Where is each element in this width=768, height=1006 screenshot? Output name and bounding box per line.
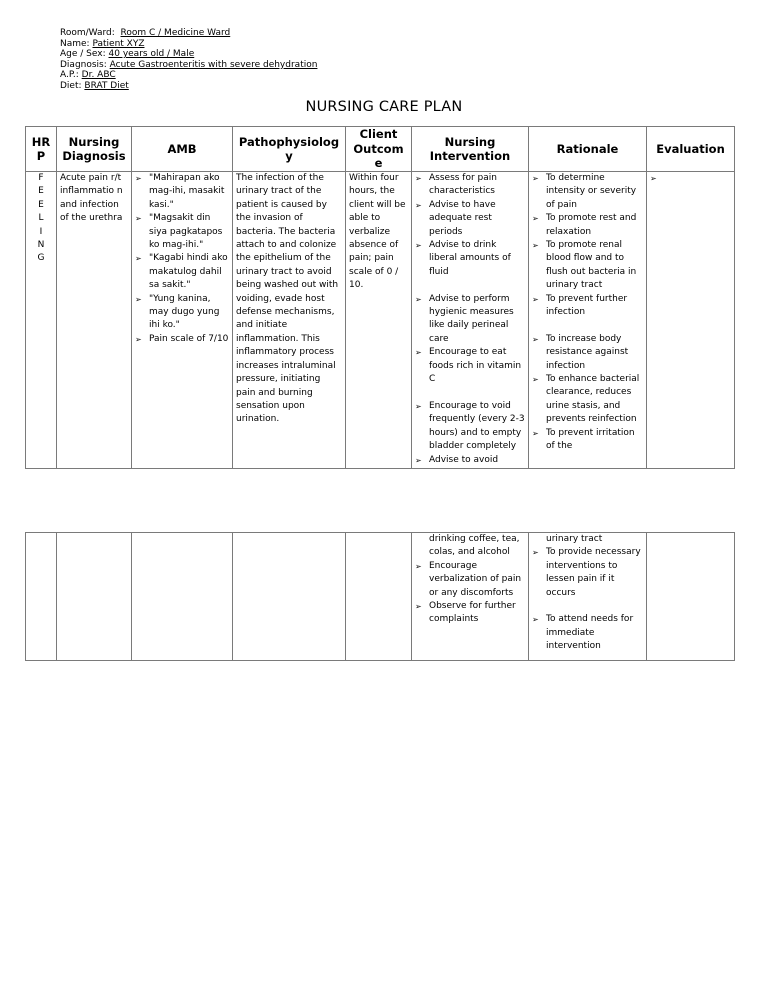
diagnosis-value: Acute Gastroenteritis with severe dehydration [109, 59, 318, 70]
header-row [26, 127, 735, 172]
rationale-item: ➢ To promote rest and relaxation [532, 212, 643, 239]
care-plan-table-page1 [25, 126, 735, 469]
table-row [26, 172, 735, 469]
name-row: Name: Patient XYZ [60, 38, 145, 49]
rationale-item: ➢ To increase body resistance against infection [532, 333, 643, 373]
intervention-item: ➢ Observe for further complaints [415, 600, 525, 627]
intervention-item: ➢ Advise to perform hygienic measures like daily perineal care [415, 293, 525, 347]
amb-item: ➢ "Mahirapan ako mag-ihi, masakit kasi." [135, 172, 229, 212]
intervention-cell [412, 172, 529, 469]
room-value: Room C / Medicine Ward [120, 28, 231, 38]
rationale-item: ➢ To prevent further infection [532, 293, 643, 320]
intervention-item: ➢ Advise to drink liberal amounts of fluid [415, 239, 525, 279]
table-row [26, 533, 735, 661]
rationale-cell [529, 172, 647, 469]
evaluation-cell [647, 533, 735, 661]
intervention-item: ➢ Encourage to eat foods rich in vitamin C [415, 346, 525, 386]
amb-item: ➢ "Kagabi hindi ako makatulog dahil sa sakit." [135, 252, 229, 292]
room-row: Room/Ward: Room C / Medicine Ward [60, 28, 231, 38]
diet-value: BRAT Diet [84, 80, 129, 91]
intervention-item: ➢ Assess for pain characteristics [415, 172, 525, 199]
patient-info [60, 28, 317, 92]
pathophysiology-cell: The infection of the urinary tract of the patient is caused by the invasion of bacteria. The bacteria attach to and colonize the epithelium of the urinary tract to avoid being washed out with voiding, evade host defense mechanisms, and initiate inflammation. This inflammatory process increases intraluminal pressure, initiating pain and burning sensation upon urination. [233, 172, 346, 469]
col-header-amb: AMB [132, 127, 233, 172]
rationale-item: ➢ To provide necessary interventions to lessen pain if it occurs [532, 546, 643, 600]
evaluation-cell [647, 172, 735, 469]
age-row: Age / Sex: 40 years old / Male [60, 49, 195, 60]
outcome-cell: Within four hours, the client will be able to verbalize absence of pain; pain scale of 0 / 10. [346, 172, 412, 469]
col-header-intervention: Nursing Intervention [412, 127, 529, 172]
rationale-item: ➢ To determine intensity or severity of pain [532, 172, 643, 212]
diagnosis-cell [57, 533, 132, 661]
page-title: NURSING CARE PLAN [305, 99, 463, 115]
intervention-continuation: drinking coffee, tea, colas, and alcohol [429, 534, 520, 558]
intervention-item: ➢ Encourage to void frequently (every 2-3 hours) and to empty bladder completely [415, 400, 525, 454]
amb-cell [132, 172, 233, 469]
rationale-item: ➢ To enhance bacterial clearance, reduces urine stasis, and prevents reinfection [532, 373, 643, 427]
outcome-cell [346, 533, 412, 661]
amb-item: ➢ Pain scale of 7/10 [135, 333, 229, 346]
col-header-pathophysiology: Pathophysiolog y [233, 127, 346, 172]
diagnosis-row: Diagnosis: Acute Gastroenteritis with severe dehydration [60, 59, 318, 70]
pathophysiology-cell [233, 533, 346, 661]
amb-cell [132, 533, 233, 661]
care-plan-table-page2 [25, 532, 735, 661]
age-value: 40 years old / Male [108, 49, 195, 60]
intervention-item: ➢ Advise to avoid [415, 454, 525, 467]
col-header-hrp: HR P [26, 127, 57, 172]
intervention-item: ➢ Encourage verbalization of pain or any discomforts [415, 560, 525, 600]
name-value: Patient XYZ [92, 38, 145, 49]
col-header-rationale: Rationale [529, 127, 647, 172]
col-header-outcome: Client Outcom e [346, 127, 412, 172]
col-header-diagnosis: Nursing Diagnosis [57, 127, 132, 172]
ap-row: A.P.: Dr. ABC [60, 70, 116, 81]
rationale-cell [529, 533, 647, 661]
rationale-item: ➢ To prevent irritation of the [532, 427, 643, 454]
rationale-item: ➢ To promote renal blood flow and to flush out bacteria in urinary tract [532, 239, 643, 293]
intervention-item: ➢ Advise to have adequate rest periods [415, 199, 525, 239]
rationale-continuation: urinary tract [546, 534, 603, 544]
ap-value: Dr. ABC [81, 70, 116, 81]
amb-item: ➢ "Magsakit din siya pagkatapos ko mag-ihi." [135, 212, 229, 252]
hrp-cell: F E E L I N G [26, 172, 57, 469]
amb-item: ➢ "Yung kanina, may dugo yung ihi ko." [135, 293, 229, 333]
diagnosis-cell: Acute pain r/t inflammatio n and infection of the urethra [57, 172, 132, 469]
col-header-evaluation: Evaluation [647, 127, 735, 172]
rationale-item: ➢ To attend needs for immediate intervention [532, 613, 643, 653]
hrp-cell [26, 533, 57, 661]
diet-row: Diet: BRAT Diet [60, 80, 129, 91]
intervention-cell [412, 533, 529, 661]
